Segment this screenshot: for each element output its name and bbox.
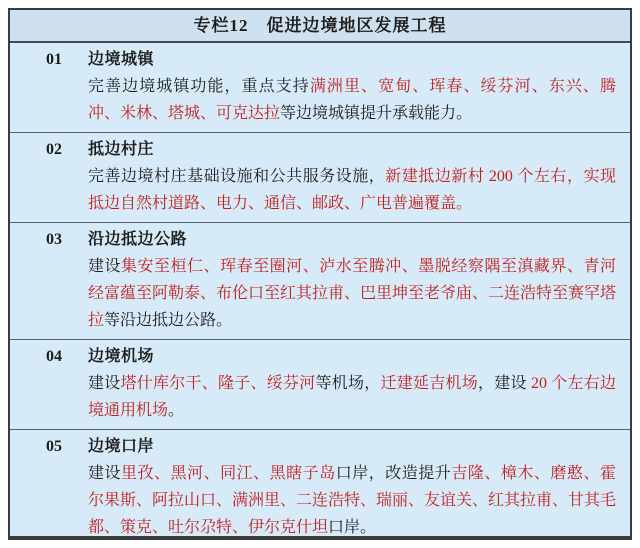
table-row	[10, 340, 630, 430]
plain-text: 。	[168, 402, 185, 419]
table-row	[10, 430, 630, 546]
section-header	[46, 136, 616, 163]
section-number: 01	[46, 51, 62, 68]
section-heading: 边境口岸	[88, 438, 155, 455]
section-header	[46, 46, 616, 73]
section-heading: 边境城镇	[88, 51, 155, 68]
highlighted-text: 集安至桓仁、珲春至圈河、泸水至腾冲、墨脱经察隅至滇藏界、青河经富蕴至阿勒泰、布伦口至红其拉甫、巴里坤至老爷庙、二连浩特至赛罕塔拉	[88, 258, 617, 329]
section-number: 02	[46, 141, 62, 158]
table-row	[10, 43, 630, 133]
table-row	[10, 133, 630, 223]
highlighted-text: 塔什库尔干、隆子、绥芬河	[120, 375, 316, 392]
highlighted-text: 迁建延吉机场	[380, 375, 478, 392]
plain-text: 口岸。	[328, 519, 377, 536]
section-header	[46, 226, 616, 253]
highlighted-text: 新建抵边新村 200 个左右，实现抵边自然村道路、电力、通信、邮政、广电普遍覆盖。	[88, 168, 616, 212]
section-number: 04	[46, 348, 62, 365]
plain-text: 等边境城镇提升承载能力。	[280, 105, 473, 122]
plain-text: 口岸，改造提升	[335, 465, 452, 482]
table-body	[10, 43, 630, 546]
section-heading: 抵边村庄	[88, 141, 155, 158]
plain-text: 建设	[88, 258, 122, 275]
plain-text: 等机场，	[315, 375, 381, 392]
highlighted-text: 吉隆、樟木、磨憨、霍尔果斯、阿拉山口、满洲里、二连浩特、瑞丽、友谊关、红其拉甫、甘其毛都、策克、吐尔尕特、伊尔克什坦	[88, 465, 617, 536]
section-header	[46, 343, 616, 370]
section-description	[88, 253, 616, 334]
section-heading: 边境机场	[88, 348, 155, 365]
section-description	[88, 370, 616, 424]
plain-text: 等沿边抵边公路。	[104, 312, 233, 329]
plain-text: 完善边境村庄基础设施和公共服务设施，	[88, 168, 386, 185]
section-description	[88, 163, 616, 217]
section-description	[88, 73, 616, 127]
section-heading: 沿边抵边公路	[88, 231, 188, 248]
plain-text: ，建设	[477, 375, 527, 392]
section-number: 03	[46, 231, 62, 248]
highlighted-text: 20 个左右边境通用机场	[88, 375, 616, 419]
highlighted-text: 里孜、黑河、同江、黑瞎子岛	[121, 465, 336, 482]
section-number: 05	[46, 438, 62, 455]
section-header	[46, 433, 616, 460]
highlighted-text: 满洲里、宽甸、珲春、绥芬河、东兴、腾冲、米林、塔城、可克达拉	[88, 78, 616, 122]
table-title: 专栏12 促进边境地区发展工程	[10, 10, 630, 43]
plain-text: 完善边境城镇功能，重点支持	[88, 78, 310, 95]
table-row	[10, 223, 630, 340]
info-table	[8, 8, 632, 540]
plain-text: 建设	[88, 375, 121, 392]
plain-text: 建设	[88, 465, 122, 482]
section-description	[88, 460, 616, 541]
